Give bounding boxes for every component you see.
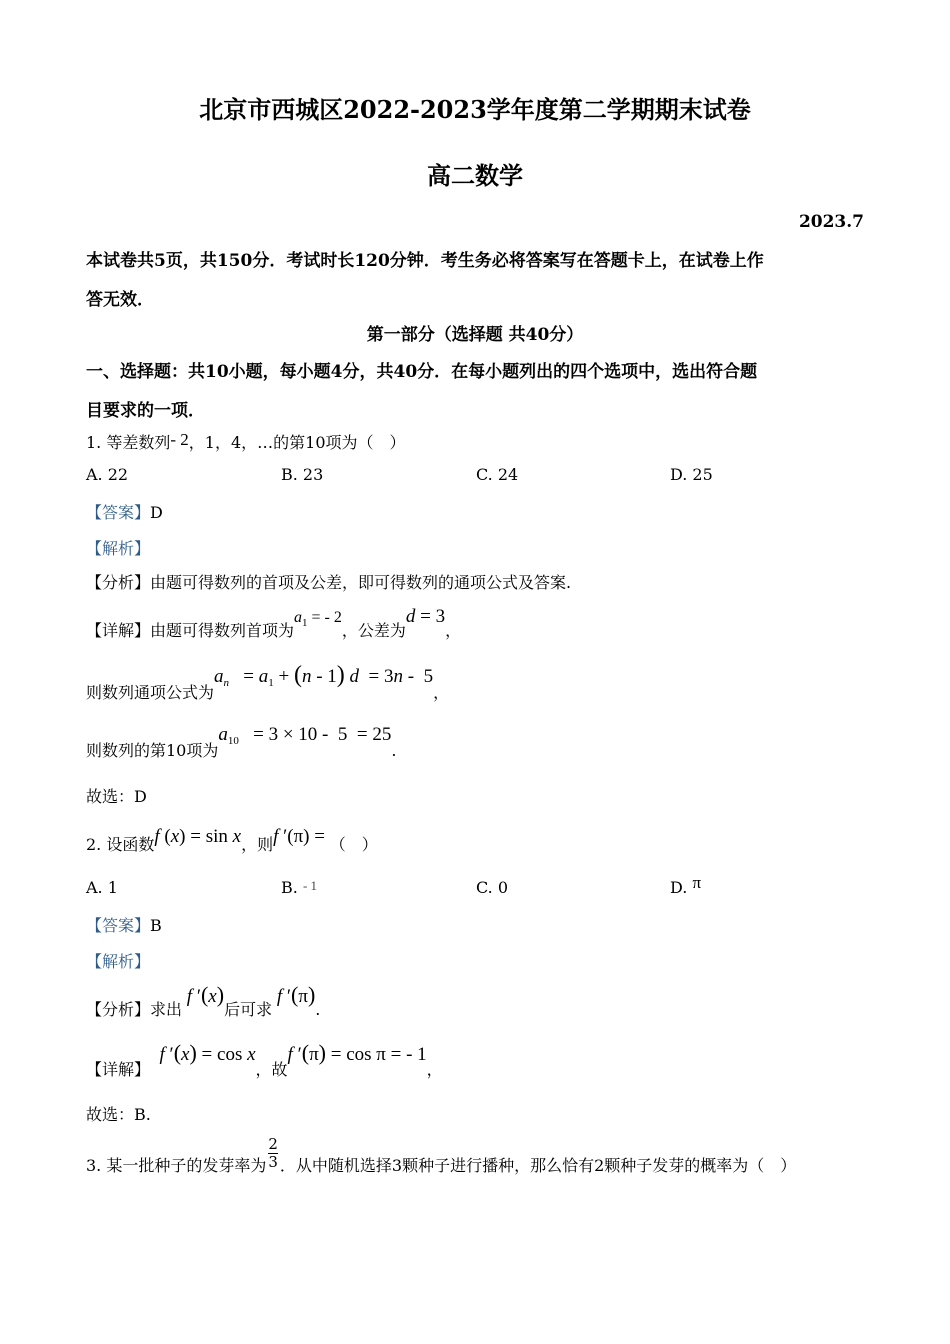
q1-a1-expr: = - 2 xyxy=(311,609,342,626)
notice-line-2: 答无效． xyxy=(86,290,154,310)
notice-line-1: 本试卷共5页，共150分．考试时长120分钟．考生务必将答案写在答题卡上，在试卷上作 xyxy=(86,251,764,271)
q1-general-formula: 则数列通项公式为$a_n = a_1 + (n - 1) d = 3n - 5$， xyxy=(86,662,450,702)
q1-option-a: A. 22 xyxy=(86,465,129,484)
q1-option-d: D. 25 xyxy=(670,465,713,484)
q1-tenth-term: 则数列的第10项为$a_{10} = 3 \times 10 - 5 = 25$. xyxy=(86,724,397,760)
q1-tenth-prefix: 则数列的第10项为 xyxy=(86,741,219,760)
q3-fraction xyxy=(268,1136,278,1171)
q1-answer-value: D xyxy=(150,503,163,522)
q2-mid: ，则 xyxy=(241,835,274,854)
q2-suffix: （ ） xyxy=(329,835,378,854)
q2-option-b-value: - 1 xyxy=(302,878,318,893)
q3-prefix: 3. 某一批种子的发芽率为 xyxy=(86,1156,267,1175)
q2-prefix: 2. 设函数 xyxy=(86,835,155,854)
q2-function-math: f (x) = sin x xyxy=(154,826,242,847)
q1-answer xyxy=(86,500,163,523)
q2-answer-value: B xyxy=(150,916,162,935)
q1-a1-math: $a_1$ = - 2 xyxy=(294,609,342,629)
part-title: 第一部分（选择题 共40分） xyxy=(366,325,584,345)
q1-conclusion: 故选：D xyxy=(86,787,147,806)
q2-answer xyxy=(86,913,162,936)
q1-general-formula-math: $a_n = a_1 + (n - 1) d = 3n - 5$ xyxy=(214,662,434,689)
q2-fenxi-mid: 后可求 xyxy=(224,1000,273,1019)
q1-fenxi xyxy=(86,570,571,593)
q1-fenxi-text: 由题可得数列的首项及公差，即可得数列的通项公式及答案. xyxy=(150,573,572,592)
q1-detail: 【详解】由题可得数列首项为$a_1$ = - 2，公差为d = 3， xyxy=(86,606,462,640)
q1-stem xyxy=(86,430,406,453)
q1-d-math: d = 3 xyxy=(405,606,446,627)
q1-analysis-tag: 【解析】 xyxy=(86,539,151,558)
q2-option-c: C. 0 xyxy=(476,878,509,897)
q1-rest: ，1，4，…的第10项为（ ） xyxy=(188,433,406,452)
q1-detail-tag: 【详解】 xyxy=(86,621,151,640)
q1-tenth-math: $a_{10} = 3 \times 10 - 5 = 25$ xyxy=(218,724,392,747)
exam-date: 2023.7 xyxy=(798,212,864,232)
q3-frac-den: 3 xyxy=(268,1153,278,1171)
q2-fenxi: 【分析】求出 f ′(x)后可求 f ′(π). xyxy=(86,982,321,1019)
q2-conclusion: 故选：B. xyxy=(86,1105,151,1124)
q1-prefix: 1. 等差数列 xyxy=(86,433,171,452)
q2-option-b xyxy=(281,878,317,897)
q2-answer-tag: 【答案】 xyxy=(86,916,151,935)
q1-fenxi-tag: 【分析】 xyxy=(86,573,151,592)
q2-fenxi-pre: 求出 xyxy=(150,1000,183,1019)
q1-answer-tag: 【答案】 xyxy=(86,503,151,522)
q2-detail-tag: 【详解】 xyxy=(86,1060,151,1079)
q2-derivative-math: f ′(π) = xyxy=(273,826,330,847)
q2-fenxi-tag: 【分析】 xyxy=(86,1000,151,1019)
subject-title: 高二数学 xyxy=(427,161,523,190)
q3-frac-num: 2 xyxy=(268,1135,278,1153)
q2-detail-value-math: f ′(π) = cos π = - 1 xyxy=(287,1040,427,1065)
q2-detail: 【详解】 f ′(x) = cos x，故f ′(π) = cos π = - 1， xyxy=(86,1040,443,1079)
q1-detail-text: 由题可得数列首项为 xyxy=(150,621,295,640)
q1-detail-mid: ，公差为 xyxy=(341,621,406,640)
q2-option-d-label: D. xyxy=(670,878,688,897)
exam-title: 北京市西城区2022-2023学年度第二学期期末试卷 xyxy=(199,95,751,124)
q2-analysis-tag: 【解析】 xyxy=(86,952,151,971)
q1-option-b: B. 23 xyxy=(281,465,324,484)
q1-first-term: - 2 xyxy=(170,430,189,449)
q2-fprime-pi-math: f ′(π) xyxy=(276,982,316,1007)
section-line-1: 一、选择题：共10小题，每小题4分，共40分．在每小题列出的四个选项中，选出符合题 xyxy=(86,362,758,382)
q2-detail-mid: ，故 xyxy=(255,1060,288,1079)
q1-general-prefix: 则数列通项公式为 xyxy=(86,683,215,702)
q2-detail-deriv-math: f ′(x) = cos x xyxy=(159,1040,256,1065)
q3-suffix: ．从中随机选择3颗种子进行播种，那么恰有2颗种子发芽的概率为（ ） xyxy=(279,1156,797,1175)
q2-option-a: A. 1 xyxy=(86,878,118,897)
q2-option-d xyxy=(670,873,702,898)
q2-option-d-value: π xyxy=(692,873,702,892)
q2-option-b-label: B. xyxy=(281,878,298,897)
q3-stem xyxy=(86,1136,796,1180)
q1-d-expr: = 3 xyxy=(420,606,446,627)
q2-stem xyxy=(86,824,378,858)
section-line-2: 目要求的一项． xyxy=(86,401,205,421)
q1-option-c: C. 24 xyxy=(476,465,519,484)
q2-fprime-x-math: f ′(x) xyxy=(186,982,225,1007)
